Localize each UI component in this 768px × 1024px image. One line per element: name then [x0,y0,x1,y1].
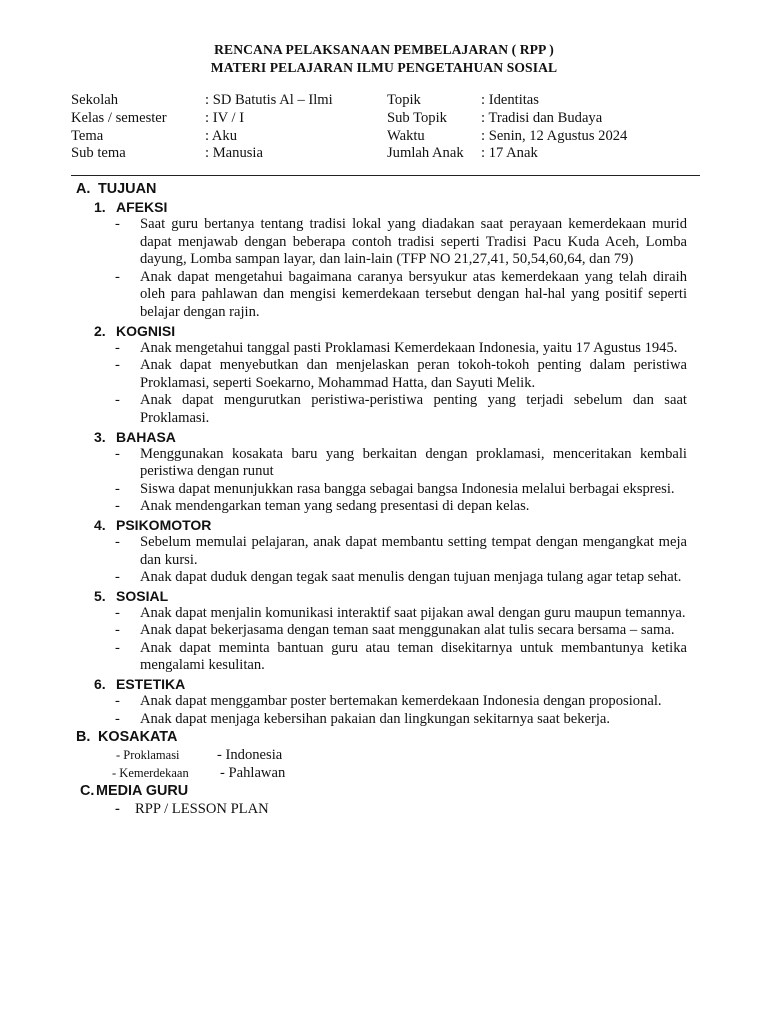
info-value: : Manusia [205,145,263,162]
list-item [0,800,768,818]
list-item-text: Siswa dapat menunjukkan rasa bangga sebagai bangsa Indonesia melalui berbagai ekspresi. [140,480,675,497]
list-item [0,481,687,499]
list-item [0,498,687,516]
bullet-dash: - [115,268,120,285]
info-label: Topik [387,92,421,108]
list-item-text: Anak dapat duduk dengan tegak saat menulis dengan tujuan menjaga tulang agar tetap sehat. [140,569,682,586]
list-item [0,392,687,427]
bullet-dash: - [115,710,120,727]
bullet-dash: - [115,693,120,710]
bullet-dash: - [115,801,120,818]
bullet-dash: - [115,216,120,232]
list-item [0,340,687,358]
bullet-dash: - [115,392,120,409]
subsection-heading-sosial [0,587,768,605]
section-heading-tujuan [0,180,768,198]
subsection-number: 3. [94,428,106,445]
bullet-dash: - [115,357,120,374]
list-item [0,446,687,481]
subsection-title: KOGNISI [116,322,176,339]
list-item-text: Anak dapat mengetahui bagaimana caranya bersyukur atas kemerdekaan yang telah diraih oleh para pahlawan dan mengisi kemerdekaan tersebut dengan hal-hal yang positif seperti belajar dengan rajin. [140,268,687,320]
section-title: MEDIA GURU [96,783,189,800]
info-label: Jumlah Anak [387,145,464,162]
subsection-heading-bahasa [0,428,768,446]
document-title: RENCANA PELAKSANAAN PEMBELAJARAN ( RPP ) [214,42,554,57]
section-heading-media-guru [0,782,768,800]
info-label: Sub Topik [387,109,447,126]
list-item [0,640,687,675]
list-item [0,269,687,322]
bullet-dash: - [115,480,120,497]
subsection-number: 5. [94,587,106,604]
info-value: : Senin, 12 Agustus 2024 [481,127,628,144]
subsection-title: PSIKOMOTOR [116,516,212,533]
vocabulary-row [0,764,768,782]
bullet-dash: - [115,339,120,356]
vocabulary-word: - Kemerdekaan [112,766,189,781]
info-label: Tema [71,127,104,144]
document-subtitle: MATERI PELAJARAN ILMU PENGETAHUAN SOSIAL [210,60,558,75]
info-value: : SD Batutis Al – Ilmi [205,92,333,108]
divider-line [71,175,700,176]
document-body [0,180,768,818]
section-title: KOSAKATA [98,729,178,746]
section-letter: A. [76,181,91,197]
section-letter: C. [80,783,95,800]
list-item-text: Anak mendengarkan teman yang sedang presentasi di depan kelas. [140,498,530,515]
info-label: Sub tema [71,145,126,162]
list-item [0,693,687,711]
list-item [0,605,687,623]
list-item-text: Anak dapat meminta bantuan guru atau teman disekitarnya untuk membantunya ketika mengalami kesulitan. [140,639,687,674]
bullet-dash: - [115,604,120,621]
info-value: : Identitas [481,92,539,108]
info-value: : Aku [205,127,238,144]
list-item-text: Sebelum memulai pelajaran, anak dapat membantu setting tempat dengan mengangkat meja dan kursi. [140,533,687,568]
list-item [0,711,687,729]
section-letter: B. [76,729,91,746]
list-item-text: Anak dapat mengurutkan peristiwa-peristiwa penting yang terjadi sebelum dan saat Proklamasi. [140,392,687,426]
info-value: : IV / I [205,109,245,126]
list-item-text: Anak dapat menjaga kebersihan pakaian dan lingkungan sekitarnya saat bekerja. [140,710,611,727]
list-item-text: Anak dapat menggambar poster bertemakan kemerdekaan Indonesia dengan proposional. [140,693,662,710]
subsection-title: BAHASA [116,428,176,445]
list-item-text: Anak dapat menjalin komunikasi interaktif saat pijakan awal dengan guru maupun temannya. [140,604,686,621]
list-item [0,622,687,640]
vocabulary-word: - Indonesia [217,747,283,764]
list-item-text: Anak mengetahui tanggal pasti Proklamasi Kemerdekaan Indonesia, yaitu 17 Agustus 1945. [140,339,678,356]
bullet-dash: - [115,622,120,639]
subsection-number: 4. [94,516,106,533]
subsection-number: 2. [94,322,106,339]
info-label: Kelas / semester [71,109,167,126]
info-label: Waktu [387,127,425,144]
list-item-text: Anak dapat menyebutkan dan menjelaskan peran tokoh-tokoh penting dalam peristiwa Proklamasi, seperti Soekarno, Mohammad Hatta, dan Sayuti Melik. [140,357,687,391]
vocabulary-word: - Proklamasi [116,748,180,763]
section-heading-kosakata [0,728,768,746]
list-item [0,216,687,269]
subsection-heading-afeksi [0,198,768,216]
subsection-heading-kognisi [0,322,768,340]
subsection-title: ESTETIKA [116,676,186,693]
bullet-dash: - [115,639,120,656]
list-item [0,569,687,587]
list-item-text: RPP / LESSON PLAN [135,801,269,818]
subsection-title: AFEKSI [116,199,168,215]
list-item-text: Menggunakan kosakata baru yang berkaitan dengan proklamasi, menceritakan kembali peristiwa dengan runut [140,445,687,480]
list-item [0,357,687,392]
subsection-number: 6. [94,676,106,693]
list-item [0,534,687,569]
bullet-dash: - [115,533,120,550]
list-item-text: Anak dapat bekerjasama dengan teman saat menggunakan alat tulis secara bersama – sama. [140,622,675,639]
list-item-text: Saat guru bertanya tentang tradisi lokal yang diadakan saat perayaan kemerdekaan murid dapat menjawab dengan beberapa contoh tradisi seperti Tradisi Pacu Kuda Aceh, Lomba dayung, Lomba sampan layar, dan lain-lain (TFP NO 21,27,41, 50,54,60,64, dan 79) [140,216,687,268]
info-value: : 17 Anak [481,145,538,162]
info-value: : Tradisi dan Budaya [481,109,603,126]
subsection-title: SOSIAL [116,587,169,604]
section-title: TUJUAN [98,181,157,197]
subsection-number: 1. [94,199,106,215]
subsection-heading-estetika [0,675,768,693]
bullet-dash: - [115,498,120,515]
vocabulary-word: - Pahlawan [220,765,286,782]
bullet-dash: - [115,445,120,462]
subsection-heading-psikomotor [0,516,768,534]
info-label: Sekolah [71,92,119,108]
vocabulary-row [0,746,768,764]
bullet-dash: - [115,569,120,586]
